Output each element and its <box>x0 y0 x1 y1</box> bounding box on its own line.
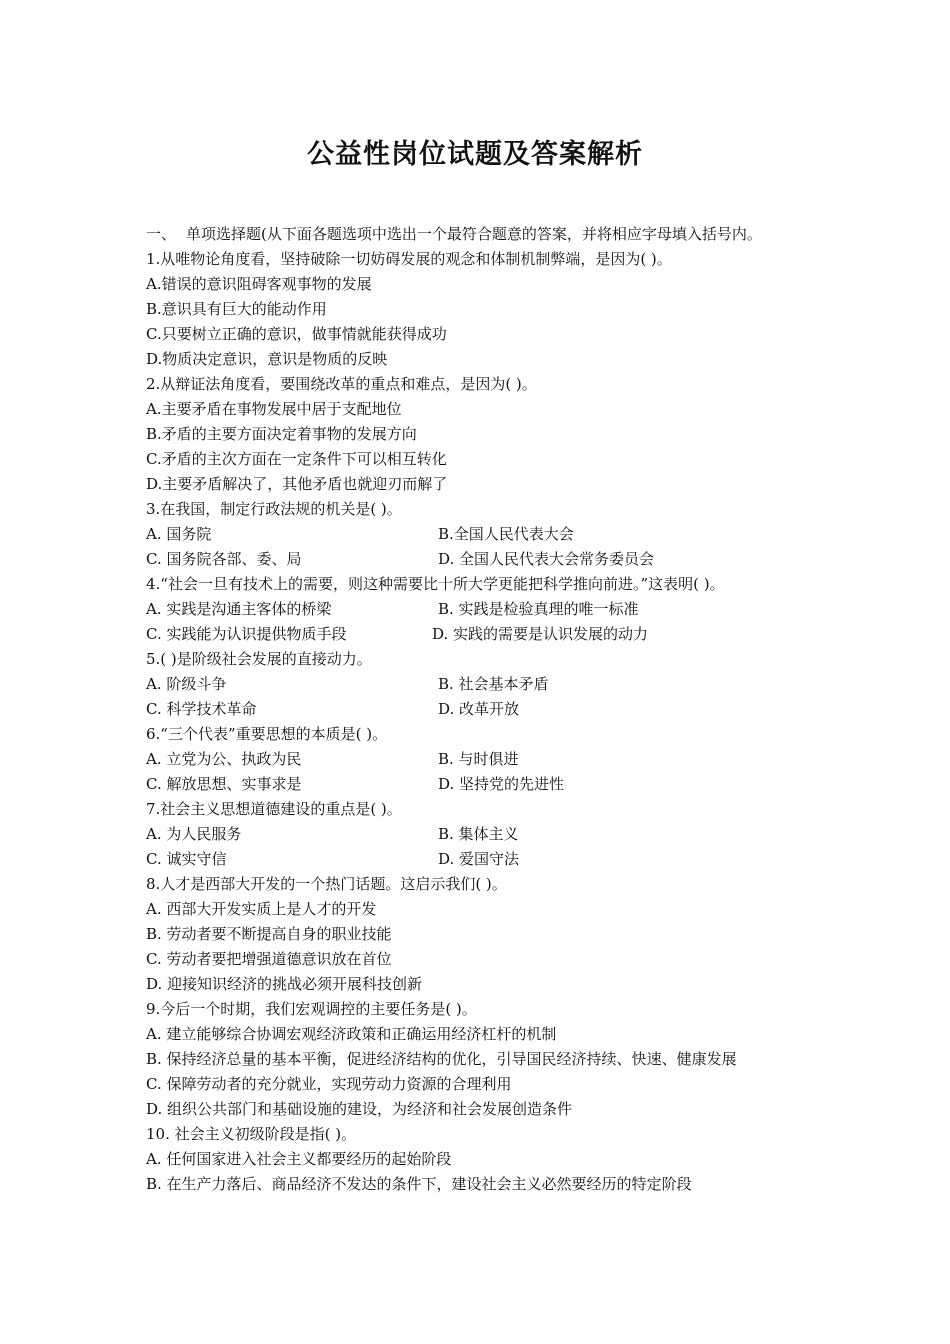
question-10-option-b: B. 在生产力落后、商品经济不发达的条件下，建设社会主义必然要经历的特定阶段 <box>146 1175 692 1193</box>
question-7-option-c: C. 诚实守信 <box>146 850 227 868</box>
question-4-option-c: C. 实践能为认识提供物质手段 <box>146 625 347 643</box>
question-3-option-b: B.全国人民代表大会 <box>438 525 574 543</box>
section-heading-text: 单项选择题(从下面各题选项中选出一个最符合题意的答案，并将相应字母填入括号内。 <box>186 225 762 243</box>
question-2-option-b: B.矛盾的主要方面决定着事物的发展方向 <box>146 425 417 443</box>
question-5-options-row-2 <box>146 697 814 722</box>
question-6-option-b: B. 与时俱进 <box>438 750 519 768</box>
question-3-option-c: C. 国务院各部、委、局 <box>146 550 302 568</box>
question-8-option-d: D. 迎接知识经济的挑战必须开展科技创新 <box>146 975 423 993</box>
question-6-options-row-2 <box>146 772 814 797</box>
question-6-option-c: C. 解放思想、实事求是 <box>146 775 302 793</box>
question-9-option-d: D. 组织公共部门和基础设施的建设，为经济和社会发展创造条件 <box>146 1100 573 1118</box>
question-3-stem: 3.在我国，制定行政法规的机关是( )。 <box>146 500 402 518</box>
question-7-option-d: D. 爱国守法 <box>438 850 520 868</box>
question-1-option-b: B.意识具有巨大的能动作用 <box>146 300 327 318</box>
question-1-option-d: D.物质决定意识，意识是物质的反映 <box>146 350 388 368</box>
section-heading <box>146 222 814 247</box>
question-9-option-a: A. 建立能够综合协调宏观经济政策和正确运用经济杠杆的机制 <box>146 1025 557 1043</box>
question-9-option-b: B. 保持经济总量的基本平衡，促进经济结构的优化，引导国民经济持续、快速、健康发展 <box>146 1050 737 1068</box>
question-4-option-d: D. 实践的需要是认识发展的动力 <box>432 625 649 643</box>
question-1-option-a: A.错误的意识阻碍客观事物的发展 <box>146 275 372 293</box>
question-3-options-row-2 <box>146 547 814 572</box>
question-6-option-d: D. 坚持党的先进性 <box>438 775 565 793</box>
question-2-option-d: D.主要矛盾解决了，其他矛盾也就迎刃而解了 <box>146 475 448 493</box>
section-number: 一、 <box>146 225 177 243</box>
question-7-option-b: B. 集体主义 <box>438 825 519 843</box>
question-8-option-b: B. 劳动者要不断提高自身的职业技能 <box>146 925 392 943</box>
question-9-stem: 9.今后一个时期，我们宏观调控的主要任务是( )。 <box>146 1000 477 1018</box>
question-4-options-row-2 <box>146 622 814 647</box>
question-3-option-a: A. 国务院 <box>146 525 212 543</box>
question-10-stem: 10. 社会主义初级阶段是指( )。 <box>146 1125 357 1143</box>
question-1-stem: 1.从唯物论角度看，坚持破除一切妨碍发展的观念和体制机制弊端，是因为( )。 <box>146 250 672 268</box>
question-3-options-row-1 <box>146 522 814 547</box>
question-6-stem: 6.“三个代表”重要思想的本质是( )。 <box>146 725 388 743</box>
question-8-stem: 8.人才是西部大开发的一个热门话题。这启示我们( )。 <box>146 875 507 893</box>
question-10-option-a: A. 任何国家进入社会主义都要经历的起始阶段 <box>146 1150 452 1168</box>
question-8-option-c: C. 劳动者要把增强道德意识放在首位 <box>146 950 392 968</box>
question-6-options-row-1 <box>146 747 814 772</box>
question-2-option-a: A.主要矛盾在事物发展中居于支配地位 <box>146 400 402 418</box>
question-7-stem: 7.社会主义思想道德建设的重点是( )。 <box>146 800 402 818</box>
question-1-option-c: C.只要树立正确的意识，做事情就能获得成功 <box>146 325 447 343</box>
document-body <box>146 222 814 1197</box>
question-4-stem: 4.“社会一旦有技术上的需要，则这种需要比十所大学更能把科学推向前进。”这表明( )。 <box>146 575 725 593</box>
question-6-option-a: A. 立党为公、执政为民 <box>146 750 302 768</box>
question-4-option-b: B. 实践是检验真理的唯一标准 <box>438 600 639 618</box>
question-8-option-a: A. 西部大开发实质上是人才的开发 <box>146 900 377 918</box>
question-5-options-row-1 <box>146 672 814 697</box>
question-5-option-c: C. 科学技术革命 <box>146 700 257 718</box>
document-title: 公益性岗位试题及答案解析 <box>307 139 643 170</box>
question-7-options-row-2 <box>146 847 814 872</box>
question-5-option-b: B. 社会基本矛盾 <box>438 675 549 693</box>
question-2-stem: 2.从辩证法角度看，要围绕改革的重点和难点，是因为( )。 <box>146 375 537 393</box>
question-2-option-c: C.矛盾的主次方面在一定条件下可以相互转化 <box>146 450 447 468</box>
question-4-option-a: A. 实践是沟通主客体的桥梁 <box>146 600 332 618</box>
question-5-option-a: A. 阶级斗争 <box>146 675 227 693</box>
question-9-option-c: C. 保障劳动者的充分就业，实现劳动力资源的合理利用 <box>146 1075 512 1093</box>
question-5-option-d: D. 改革开放 <box>438 700 520 718</box>
question-5-stem: 5.( )是阶级社会发展的直接动力。 <box>146 650 372 668</box>
question-7-option-a: A. 为人民服务 <box>146 825 242 843</box>
question-4-options-row-1 <box>146 597 814 622</box>
question-3-option-d: D. 全国人民代表大会常务委员会 <box>438 550 655 568</box>
question-7-options-row-1 <box>146 822 814 847</box>
